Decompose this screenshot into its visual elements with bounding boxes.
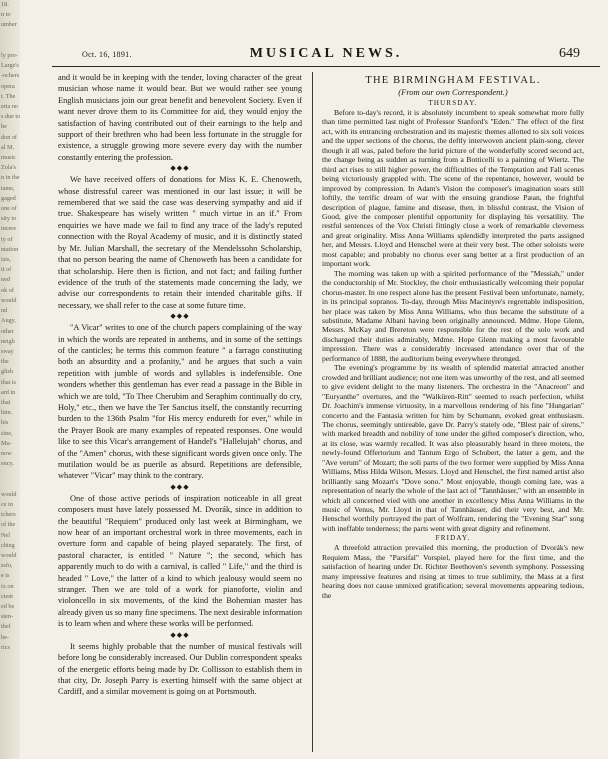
edge-fragment: n to	[1, 11, 11, 19]
paragraph: A threefold attraction prevailed this morning, the production of Dvorák's new Requiem Mass, the "Parsifal" Vorspiel, played here for the first time, and the satisfaction of hearing under Dr. Richter Beethoven's seventh symphony. Possessing many impressive features and rising at times to true sublimity, the Mass at a first hearing does not cause unmixed gratification; several movements appearing tedious, the	[322, 543, 584, 600]
edge-fragment: would	[1, 296, 17, 304]
edge-fragment: t. The	[1, 92, 16, 100]
edge-fragment: it of	[1, 266, 12, 274]
edge-fragment: n in the	[1, 174, 20, 182]
paragraph: Before to-day's record, it is absolutely incumbent to speak somewhat more fully than time permitted last night of Professor Stanford's "Eden." The effect of the first act, with its entrancing orchestration and its majestic themes allotted to six soli voices and the upper sections of the chorus, the deftly interwoven ancient plain-song, clever though it all was, paled before the lurid picture of the wonderfully scored second act, the change being as sudden as turning from a Botticelli to a painting of Wiertz. The third act rises to still higher power, the difficulties of the Temptation and Fall scenes being victoriously grappled with. The scene of the repentance, however, would be improved by compression. In Adam's Vision the composer's imagination soars still loftily, the terrific dream of war with the ensuing grandiose Pæan, the frightful description of plague, famine and disease, then, in blissful contrast, the Vision of Good, give the composer plentiful opportunity for displaying his versatility. The restful sentences of the Vox Christi fittingly close a work of remarkable cleverness and great originality. Miss Anna Williams splendidly interpreted the parts assigned her, and Messrs. Lloyd and Henschel were at their very best. The other soloists were most capable; and probably no chorus ever sang better at a first production of an important work.	[322, 108, 584, 269]
edge-fragment: the	[1, 358, 9, 366]
edge-fragment: him.	[1, 409, 13, 417]
column-divider	[312, 72, 313, 752]
edge-fragment: e is	[1, 572, 10, 580]
edge-fragment: ce in	[1, 500, 13, 508]
edge-fragment: opera	[1, 82, 15, 90]
edge-fragment: thef	[1, 623, 11, 631]
edge-fragment: of the	[1, 521, 16, 529]
section-day-heading: FRIDAY.	[435, 534, 471, 543]
edge-fragment: Large's	[1, 62, 19, 70]
edge-fragment: ly pro-	[1, 52, 18, 60]
edge-fragment: al M.	[1, 143, 15, 151]
paragraph: The morning was taken up with a spirited performance of the "Messiah," under the conductorship of Mr. Stockley, the choir enthusiastically welcoming their popular chorus-master. In one respect alone has the present Festival been unfortunate, namely, in its principal sopranos. To-day, through Miss Macintyre's regrettable indisposition, her place was taken by Miss Anna Williams, who thus became the substitute of a substitute, Madame Albani having been originally announced. Mdme. Hope Glenn, Messrs. McKay and Brereton were responsible for the rest of the solo work and discharged their duties admirably, Mdme. Hope Glenn making a most favourable impression. There was a considerably increased attendance over that of the performance of 1888, the auditorium being everywhere thronged.	[322, 268, 584, 363]
page-number: 649	[559, 46, 580, 61]
section-day-heading: THURSDAY.	[428, 99, 478, 107]
edge-fragment: ching	[1, 541, 15, 549]
left-column	[58, 72, 302, 752]
edge-fragment: ency.	[1, 460, 14, 468]
adjacent-page-edge	[0, 0, 20, 759]
article-title: THE BIRMINGHAM FESTIVAL.	[365, 75, 541, 86]
edge-fragment: sine,	[1, 429, 13, 437]
edge-fragment: s due to	[1, 113, 20, 121]
edge-fragment: ok of	[1, 286, 14, 294]
edge-fragment: that is	[1, 378, 16, 386]
edge-fragment: ard in	[1, 388, 16, 396]
edge-fragment: Nel	[1, 531, 10, 539]
edge-fragment: ntation	[1, 245, 19, 253]
edge-fragment	[0, 41, 20, 51]
edge-fragment	[0, 469, 20, 479]
edge-fragment: rics	[1, 643, 10, 651]
edge-fragment: ed be	[1, 602, 15, 610]
edge-fragment: tame,	[1, 184, 15, 192]
section-ornament: ◆◆◆	[170, 482, 190, 491]
edge-fragment: ty of	[1, 235, 13, 243]
edge-fragment: don of	[1, 133, 17, 141]
edge-fragment: would	[1, 490, 17, 498]
paragraph: One of those active periods of inspiration noticeable in all great composers must have lately possessed M. Dvorák, since in addition to the beautiful "Requiem" produced only last week at Birmingham, we now hear of an important orchestral work in three movements, each in overture form and capable of being played separately. The first, of pastoral character, is entitled " Nature "; the second, which has apparently much to do with a carnival, is called " Life," and the third is headed " Love," the latter of a kind to which jealousy would seem no stranger. Then we are told of a work for pianoforte, violin and violoncello in six movements, of the kind the Bohemian master has already given us so many fine specimens. The next desirable information is to learn when and where these works will be performed.	[58, 493, 302, 629]
edge-fragment: neigh	[1, 337, 15, 345]
paragraph: "A Vicar" writes to one of the church papers complaining of the way in which the words are repeated in anthems, and in some of the settings of the canticles; he terms this common feature " a farrago constituting both an absurdity and a profanity," and he argues that such a vain repetition with jumble of words and syllables is indefensible. One wonders whether this gentleman has ever read a passage in the Bible in which we are told, "To Thee Cherubim and Seraphim continually do cry, Holy," etc., then we have the Ter Sanctus itself, the constantly recurring burden to the 136th Psalm "for His mercy endureth for ever," while in the Prayer Book are many examples of repeated responses. One would like to see this Vicar's arrangement of Handel's "Hallelujah" chorus, and of the "Amen" chorus, with these significant words given once only. The mutilation would be as puerile as absurd. Repetitions are defensible, whatever "Vicar" may think to the contrary.	[58, 323, 302, 481]
edge-fragment: music	[1, 154, 16, 162]
edge-fragment: would	[1, 551, 17, 559]
edge-fragment: cient	[1, 592, 14, 600]
edge-fragment: glish	[1, 368, 14, 376]
edge-fragment: his	[1, 419, 9, 427]
edge-fragment: -ochers	[1, 72, 20, 80]
edge-fragment: 18.	[1, 1, 9, 8]
edge-fragment: ichers	[1, 511, 16, 519]
edge-fragment: sity to	[1, 215, 17, 223]
edge-fragment: now	[1, 449, 12, 457]
section-ornament: ◆◆◆	[170, 312, 190, 321]
edge-fragment: isis,	[1, 256, 11, 264]
edge-fragment: sway	[1, 347, 14, 355]
article-byline: (From our own Correspondent.)	[398, 87, 508, 97]
edge-fragment: Augy,	[1, 317, 16, 325]
edge-fragment: be	[1, 123, 7, 131]
paragraph: The evening's programme by its wealth of splendid material attracted another crowded and brilliant audience; not one item was unworthy of the rest, and all seemed to give evident delight to the many listeners. The orchestra in the "Anacreon" and "Euryanthe" overtures, and the "Walküren-Ritt" seemed to reach perfection, whilst Dr. Joachim's immense virtuosity, in a marvellous rendering of his fine "Hungarian" concerto and the Fantasia written for him by Schumann, evoked great enthusiasm. The chorus, seemingly untireable, gave Dr. Parry's stately ode, "Blest pair of sirens," with marked breadth and nobility of tone under the gifted composer's direction, who, at its close, was warmly recalled. It was also pleasurably heard in three motets, the newly-found Offertorium and Tantum Ergo of Schubert, the latter a gem, and the "Ave verum" of Mozart; the soli parts of the two former were supplied by Miss Anna Williams, Miss Hilda Wilson, Messrs. Lloyd and Henschel, the first named artist also brilliantly sang Mozart's "Dove sono." Most enjoyable, though coming late, was a representation of nearly the whole of the last act of "Tannhäuser," with an ensemble in which all concerned vied with one another in excellency Miss Anna Williams in the music of Venus, Mr. Lloyd in that of Tannhäuser, did their very best, and Mr. Henschel worthily portrayed the part of Wolfram, rendering the "Evening Star" song with ineffable tenderness; the parts went with great dignity and refinement.	[322, 363, 584, 533]
section-ornament: ◆◆◆	[170, 630, 190, 639]
edge-fragment: ssfu,	[1, 562, 13, 570]
page-header	[52, 44, 600, 64]
paragraph: and it would be in keeping with the tender, loving character of the great musician whose name it would bear. But we would rather see young English musicians join our great benefit and benevolent Society. Even if want never drove them to its Committee for aid, they would enjoy the satisfaction of having contributed out of their earnings to the help and support of their brethren who had been less fortunate in the struggle for existence, a struggle growing more severe every day with the number constantly entering the profession.	[58, 73, 302, 162]
edge-fragment: ned	[1, 276, 10, 284]
edge-fragment: other	[1, 327, 14, 335]
header-rule	[52, 66, 600, 67]
section-ornament: ◆◆◆	[170, 164, 190, 173]
edge-fragment: ix on	[1, 582, 14, 590]
edge-fragment: Zola's	[1, 164, 16, 172]
edge-fragment: nd	[1, 307, 8, 315]
issue-date: Oct. 16, 1891.	[82, 50, 132, 59]
edge-fragment: be-	[1, 633, 9, 641]
edge-fragment: one of	[1, 205, 17, 213]
edge-fragment: that	[1, 398, 11, 406]
edge-fragment	[0, 31, 20, 41]
edge-fragment: umber	[1, 21, 17, 29]
paragraph: It seems highly probable that the number of musical festivals will before long be considerably increased. Our Dublin correspondent speaks of the energetic efforts being made by Dr. Collisson to establish them in that city, Dr. Joseph Parry is exerting himself with the same object at Cardiff, and a similar movement is going on at Portsmouth.	[58, 641, 302, 697]
paragraph: We have received offers of donations for Miss K. E. Chenoweth, whose distressful career was mentioned in our last issue; it will be remembered that we said the case was deserving sympathy and aid if true. Shakespeare has wisely written " much virtue in an if." From enquiries we have made we fail to find any trace of the lady's reputed connection with the Royal Academy of music, and it is distinctly stated by Mr. Julian Marshall, the secretary of the Mendelssohn Scholarship, that no person bearing the name of Chenoweth has been a candidate for that scholarship. Here then is fiction, and not fact; and failing further evidence of the truth of the statements made concerning the lady, we advise our correspondents to retain their intended charitable gifts. If necessary, we shall refer to the case at some future time.	[58, 175, 302, 310]
edge-fragment: sten-	[1, 613, 14, 621]
edge-fragment: Mu-	[1, 439, 12, 447]
edge-fragment: eria no	[1, 103, 19, 111]
edge-fragment	[0, 480, 20, 490]
edge-fragment: gaged	[1, 194, 16, 202]
edge-fragment: incere	[1, 225, 17, 233]
right-column	[322, 72, 584, 752]
journal-title: MUSICAL NEWS.	[249, 46, 403, 61]
